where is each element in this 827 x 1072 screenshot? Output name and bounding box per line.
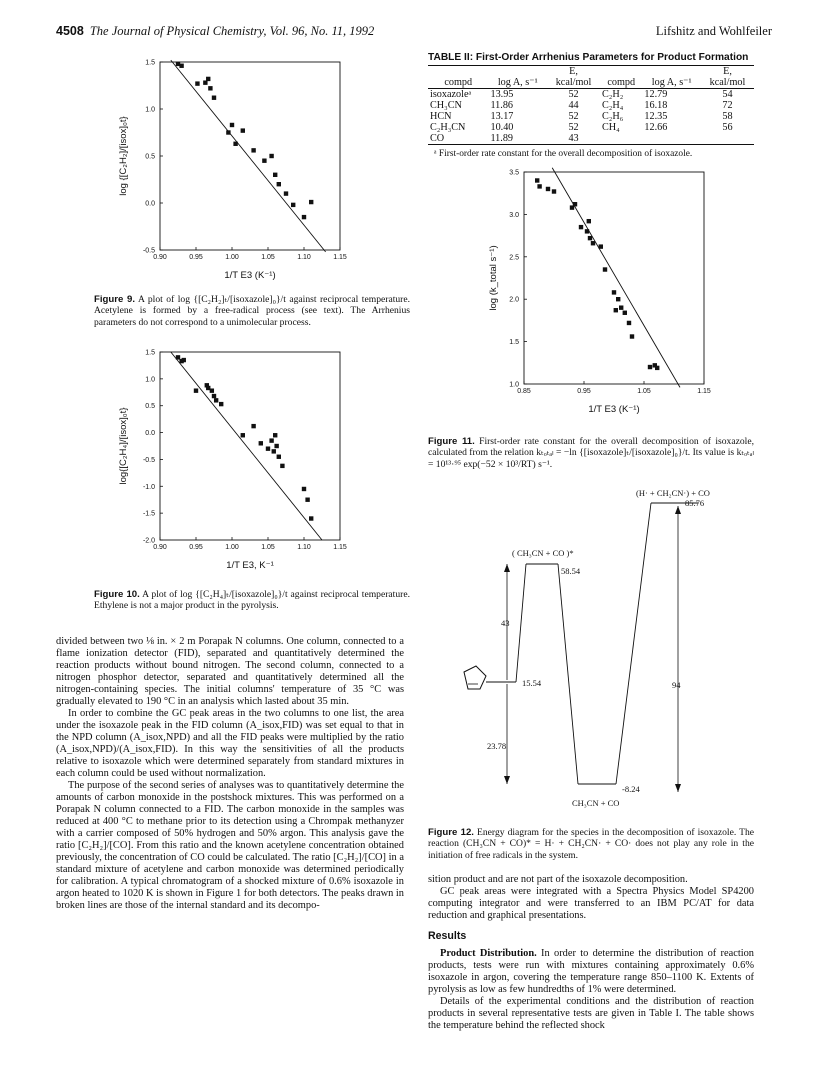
y-tick-label: -1.5 [142, 510, 155, 518]
label-prod-species: CH₃CN + CO [572, 798, 620, 808]
figure-12-caption [428, 827, 754, 861]
table-header-top [600, 66, 642, 78]
table-row [428, 100, 754, 111]
figure-10-caption-text: A plot of log {[C₂H₄]ₜ/[isoxazole]₀}/t against reciprocal temperature. Ethylene is not a major product in the pyrolysis. [94, 589, 410, 612]
y-tick-label: -1.0 [142, 483, 155, 491]
data-point [302, 487, 306, 491]
table-cell [701, 133, 754, 145]
arrowhead [675, 506, 681, 514]
table-cell: isoxazoleᵃ [430, 89, 472, 100]
table-cell [642, 133, 701, 145]
table-2-title: TABLE II: First-Order Arrhenius Parameters for Product Formation [428, 52, 749, 63]
data-point [537, 184, 541, 188]
connector [516, 564, 526, 682]
table-cell: 72 [722, 100, 733, 111]
journal-title: The Journal of Physical Chemistry, Vol. 96, No. 11, 1992 [89, 24, 375, 38]
table-header-top [488, 66, 547, 78]
table-cell: CO [428, 133, 488, 145]
y-tick-label: 2.0 [509, 296, 519, 304]
data-point [269, 438, 273, 442]
table-cell: C₂H₃CN [430, 122, 466, 133]
y-tick-label: 3.0 [509, 211, 519, 219]
x-tick-label: 0.95 [189, 544, 203, 551]
x-tick-label: 1.05 [261, 544, 275, 551]
data-point [262, 159, 266, 163]
data-point [272, 449, 276, 453]
x-tick-label: 1.10 [297, 254, 311, 261]
figure-9-plot [112, 56, 358, 294]
data-point [309, 516, 313, 520]
paragraph: divided between two ⅛ in. × 2 m Porapak N columns. One column, connected to a flame ionization detector (FID), separated and quantitatively determined the reaction products without bound nitrogen. The second column, connected to a nitrogen phosphor detector, separated and quantitatively determined all the nitrogen-containing species. The initial columns' temperature of 35 °C was gradually elevated to 190 °C in an analysis which lasted about 35 min. [56, 636, 404, 707]
x-tick-label: 0.90 [153, 254, 167, 261]
table-header-top: E, [701, 66, 754, 78]
data-point [269, 154, 273, 158]
table-cell: 52 [568, 111, 579, 122]
fit-line [552, 168, 680, 388]
arrowhead [504, 564, 510, 572]
figure-11-label: Figure 11. [428, 436, 475, 447]
x-tick-label: 1.15 [697, 388, 711, 395]
data-point [230, 123, 234, 127]
table-cell: 52 [568, 89, 579, 100]
figure-11-caption [428, 436, 754, 470]
data-point [273, 433, 277, 437]
header-authors: Lifshitz and Wohlfeiler [655, 24, 772, 38]
paragraph [428, 948, 754, 996]
y-axis-label: log (k_total s⁻¹) [488, 245, 499, 311]
data-point [208, 86, 212, 90]
table-row [428, 111, 754, 122]
data-point [309, 200, 313, 204]
data-point [266, 446, 270, 450]
data-point [573, 202, 577, 206]
data-point [226, 130, 230, 134]
table-header: log A, s⁻¹ [488, 77, 547, 89]
table-header: kcal/mol [547, 77, 600, 89]
data-point [179, 64, 183, 68]
run-in-heading: Product Distribution. [440, 948, 537, 959]
y-tick-label: 1.5 [145, 59, 155, 67]
y-axis-label: log{[C₂H₄]/[isox]₀t} [118, 407, 129, 485]
data-point [655, 366, 659, 370]
table-2 [428, 52, 754, 159]
data-point [195, 81, 199, 85]
x-tick-label: 0.85 [517, 388, 531, 395]
data-point [612, 290, 616, 294]
data-point [273, 173, 277, 177]
label-mid-species: ( CH₃CN + CO )* [512, 548, 574, 558]
data-point [302, 215, 306, 219]
data-point [241, 128, 245, 132]
table-cell: CH₄ [602, 122, 620, 133]
table-cell: 16.18 [644, 100, 668, 111]
figure-9-caption-text: A plot of log {[C₂H₂]ₜ/[isoxazole]₀}/t against reciprocal temperature. Acetylene is formed by a free-radical process (see text). The Arrhenius parameters do not correspond to a unimolecular process. [94, 294, 411, 328]
figure-11-svg [482, 164, 712, 428]
figure-10-svg [112, 346, 358, 584]
y-tick-label: -0.5 [142, 456, 155, 464]
x-tick-label: 1.00 [225, 544, 239, 551]
table-cell: 12.66 [644, 122, 668, 133]
y-tick-label: 2.5 [509, 254, 519, 262]
table-header: kcal/mol [701, 77, 754, 89]
y-tick-label: 1.5 [145, 349, 155, 357]
table-cell: 11.86 [490, 100, 514, 111]
x-tick-label: 1.10 [297, 544, 311, 551]
data-point [535, 178, 539, 182]
table-cell: 13.17 [490, 111, 514, 122]
y-tick-label: -2.0 [142, 537, 155, 545]
data-point [212, 96, 216, 100]
data-point [210, 388, 214, 392]
section-heading-results: Results [428, 930, 467, 942]
table-header-top [428, 66, 488, 78]
arrowhead [504, 776, 510, 784]
table-cell: 10.40 [490, 122, 514, 133]
data-point [648, 365, 652, 369]
data-point [277, 182, 281, 186]
data-point [206, 77, 210, 81]
plot-frame [524, 172, 704, 384]
fit-line [171, 352, 322, 540]
data-point [274, 444, 278, 448]
y-tick-label: 0.0 [145, 200, 155, 208]
figure-10-label: Figure 10. [94, 589, 140, 600]
x-tick-label: 1.00 [225, 254, 239, 261]
x-tick-label: 0.95 [577, 388, 591, 395]
data-point [305, 498, 309, 502]
data-point [603, 267, 607, 271]
data-point [627, 321, 631, 325]
y-tick-label: 0.5 [145, 153, 155, 161]
isoxazole-structure-icon [464, 666, 498, 689]
figure-12-svg [446, 484, 746, 820]
table-cell: 13.95 [490, 89, 514, 100]
figure-9-caption [94, 294, 410, 328]
data-point [591, 241, 595, 245]
data-point [619, 305, 623, 309]
data-point [280, 464, 284, 468]
label-isox-energy: 15.54 [522, 678, 542, 688]
paragraph: GC peak areas were integrated with a Spectra Physics Model SP4200 computing integrator and were transferred to an IBM PC/AT for data reduction and graphical presentations. [428, 886, 754, 921]
data-point [587, 219, 591, 223]
data-point [614, 308, 618, 312]
y-tick-label: 1.0 [509, 381, 519, 389]
table-cell: 12.79 [644, 89, 668, 100]
table-cell: C₂H₆ [602, 111, 624, 122]
data-point [182, 358, 186, 362]
data-point [214, 398, 218, 402]
paragraph: sition product and are not part of the isoxazole decomposition. [428, 874, 688, 885]
data-point [212, 394, 216, 398]
table-header-top [642, 66, 701, 78]
table-cell: 54 [722, 89, 733, 100]
paragraph: In order to combine the GC peak areas in the two columns to one list, the area under the isoxazole peak in the FID column (A_isox,FID) was set equal to that in the NPD column (A_isox,NPD) and all the FID peaks were multiplied by the ratio (A_isox,NPD)/(A_isox,FID). In this way the sensitivities of all the products relative to isoxazole which were determined separately from standard mixtures in each column could be used without normalization. [56, 708, 404, 779]
table-header: compd [600, 77, 642, 89]
x-tick-label: 1.15 [333, 254, 347, 261]
left-column-text [56, 636, 404, 912]
x-axis-label: 1/T E3, K⁻¹ [226, 560, 274, 571]
label-top-energy: 85.76 [685, 498, 705, 508]
figure-10-plot [112, 346, 358, 584]
table-cell: 58 [722, 111, 733, 122]
y-tick-label: 1.0 [145, 106, 155, 114]
right-column-text [428, 874, 754, 1032]
figure-9-svg [112, 56, 358, 294]
y-tick-label: -0.5 [142, 247, 155, 255]
y-tick-label: 3.5 [509, 169, 519, 177]
table-row [428, 133, 754, 145]
data-point [277, 455, 281, 459]
plot-frame [160, 352, 340, 540]
table-cell: C₂H₄ [602, 100, 624, 111]
table-2-footnote: ᵃ First-order rate constant for the overall decomposition of isoxazole. [434, 149, 693, 159]
data-point [251, 148, 255, 152]
header-left [56, 24, 374, 39]
data-point [259, 441, 263, 445]
table-cell: 56 [722, 122, 733, 133]
label-gap-2378: 23.78 [487, 741, 507, 751]
y-axis-label: log {[C₂H₂]/[isox]₀t} [118, 116, 129, 196]
running-header [56, 24, 772, 44]
table-cell: 12.35 [644, 111, 668, 122]
table-row [428, 122, 754, 133]
paragraph: The purpose of the second series of analyses was to quantitatively determine the amounts of carbon monoxide in the postshock mixtures. This was performed on a Porapak N column connected to a FID. The carbon monoxide in the samples was reduced at 400 °C to methane prior to its detection using a Chrompak methanyzer with a carrier composed of 50% hydrogen and 50% argon. This analysis gave the ratio [C₂H₂]/[CO]. From this ratio and the known acetylene concentration obtained previously, the concentration of CO could be calculated. The ratio [C₂H₂]/[CO] in a standard mixture of acetylene and carbon monoxide was determined periodically for calibration. A typical chromatogram of a shocked mixture of 0.6% isoxazole in argon heated to 1020 K is shown in Figure 1 for both detectors. The peaks drawn in broken lines are those of the internal standard and its decompo- [56, 780, 404, 911]
data-point [203, 80, 207, 84]
table-header-top: E, [547, 66, 600, 78]
x-tick-label: 0.90 [153, 544, 167, 551]
table-cell [600, 133, 642, 145]
x-tick-label: 1.05 [637, 388, 651, 395]
data-point [251, 424, 255, 428]
x-tick-label: 1.05 [261, 254, 275, 261]
data-point [579, 225, 583, 229]
data-point [241, 433, 245, 437]
figure-9-label: Figure 9. [94, 294, 136, 305]
table-cell: 11.89 [488, 133, 547, 145]
fit-line [171, 60, 326, 252]
x-axis-label: 1/T E3 (K⁻¹) [224, 270, 276, 281]
data-point [599, 244, 603, 248]
table-header: log A, s⁻¹ [642, 77, 701, 89]
x-axis-label: 1/T E3 (K⁻¹) [588, 404, 640, 415]
table-cell: 44 [568, 100, 579, 111]
label-gap-94: 94 [672, 680, 681, 690]
table-cell: CH₃CN [430, 100, 462, 111]
label-mid-energy: 58.54 [561, 566, 581, 576]
y-tick-label: 1.5 [509, 339, 519, 347]
data-point [284, 191, 288, 195]
table-header: compd [428, 77, 488, 89]
figure-10-caption [94, 589, 410, 612]
y-tick-label: 1.0 [145, 376, 155, 384]
paragraph: Details of the experimental conditions and the distribution of reaction products in several representative tests are given in Table I. The table shows the temperature behind the reflected shock [428, 996, 754, 1031]
data-point [616, 297, 620, 301]
y-tick-label: 0.5 [145, 403, 155, 411]
table-cell: HCN [430, 111, 452, 122]
connector [616, 503, 651, 784]
data-point [588, 236, 592, 240]
x-tick-label: 1.15 [333, 544, 347, 551]
table-cell: C₂H₂ [602, 89, 624, 100]
table-cell: 52 [568, 122, 579, 133]
page-number: 4508 [56, 24, 84, 38]
label-prod-energy: -8.24 [622, 784, 640, 794]
table-2-grid [428, 65, 754, 145]
figure-12-caption-text: Energy diagram for the species in the decomposition of isoxazole. The reaction (CH₃CN + CO)* = H· + CH₂CN· + CO· does not play any role in the initiation of free radicals in the system. [428, 827, 755, 861]
data-point [546, 187, 550, 191]
label-top-species: (H· + CH₂CN·) + CO [636, 488, 710, 498]
data-point [194, 388, 198, 392]
data-point [291, 203, 295, 207]
data-point [552, 189, 556, 193]
connector [558, 564, 578, 784]
arrowhead [675, 784, 681, 792]
y-tick-label: 0.0 [145, 430, 155, 438]
label-gap-43: 43 [501, 618, 510, 628]
table-cell: 43 [547, 133, 600, 145]
data-point [585, 229, 589, 233]
figure-12-label: Figure 12. [428, 827, 474, 838]
data-point [233, 142, 237, 146]
x-tick-label: 0.95 [189, 254, 203, 261]
data-point [630, 334, 634, 338]
data-point [623, 311, 627, 315]
figure-12-diagram [446, 484, 746, 820]
paragraph-text: In order to determine the distribution of reaction products, tests were run with mixtures containing approximately 0.6% isoxazole in argon, covering the temperature range 850–1100 K. Extents of pyrolysis as low as few hundredths of 1% were determined. [428, 948, 754, 995]
data-point [219, 402, 223, 406]
figure-11-plot [482, 164, 712, 428]
data-point [176, 355, 180, 359]
plot-frame [160, 62, 340, 250]
table-row [428, 89, 754, 101]
figure-11-caption-text: First-order rate constant for the overall decomposition of isoxazole, calculated from the relation kₜₒₜₐₗ = −ln {[isoxazole]ₜ/[isoxazole]₀}/t. Its value is kₜₒₜₐₗ = 10¹³·⁹⁵ exp(−52 × 10³/RT) s⁻¹. [428, 436, 754, 470]
